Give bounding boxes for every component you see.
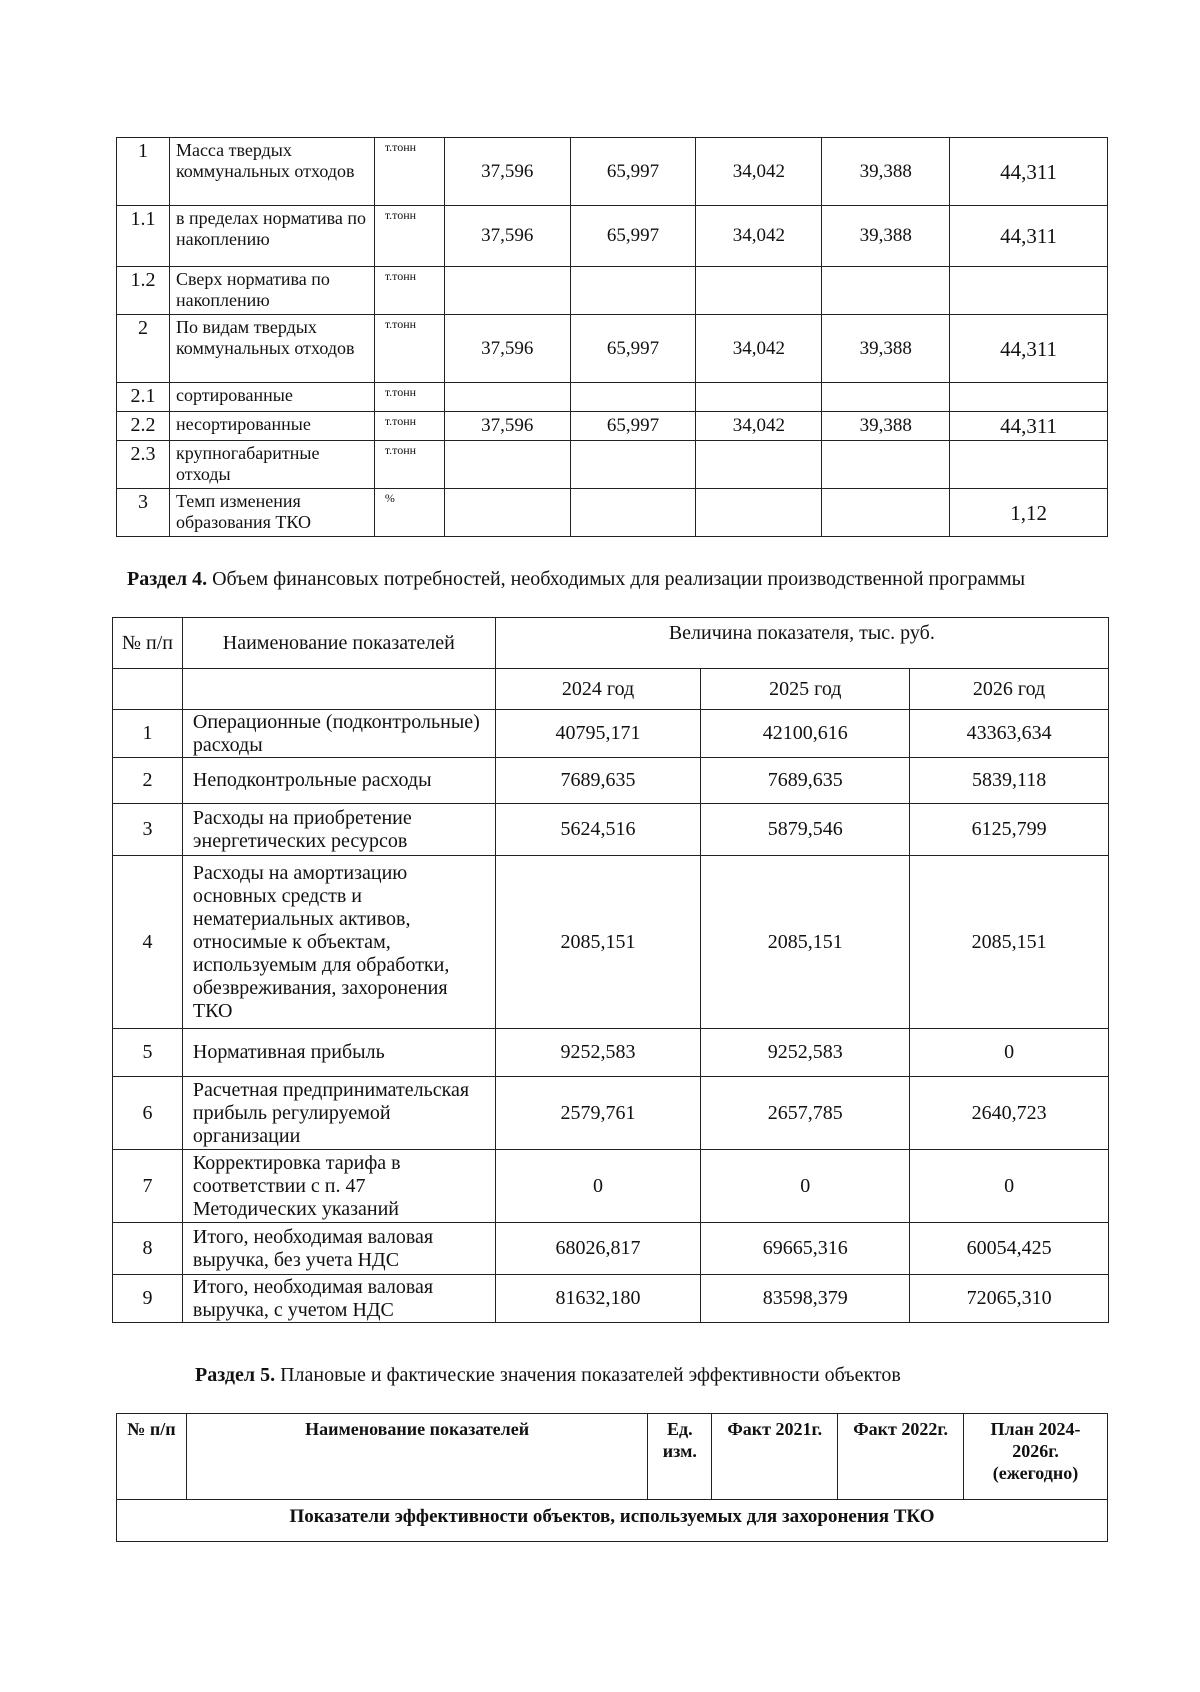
table-row: [113, 710, 1109, 758]
value-2024: 81632,180: [495, 1275, 701, 1323]
row-name: несортированные: [169, 412, 374, 441]
value-2025: 83598,379: [701, 1275, 910, 1323]
row-name: Темп изменения образования ТКО: [169, 489, 374, 537]
row-name: По видам твердых коммунальных отходов: [169, 315, 374, 383]
row-unit: т.тонн: [374, 206, 444, 267]
value-2026: 2085,151: [910, 856, 1109, 1029]
row-name: Итого, необходимая валовая выручка, с учетом НДС: [182, 1275, 495, 1323]
section-4-heading: [127, 567, 1025, 591]
value-cell: 65,997: [570, 412, 696, 441]
value-2026: 60054,425: [910, 1223, 1109, 1275]
table-row: [113, 758, 1109, 804]
row-number: 3: [113, 804, 183, 856]
table-row: [117, 267, 1108, 315]
table-row: [113, 1029, 1109, 1077]
t3-col-name: Наименование показателей: [186, 1414, 647, 1500]
col-header-value: Величина показателя, тыс. руб.: [495, 618, 1108, 669]
value-2026: 0: [910, 1029, 1109, 1077]
value-2026: 2640,723: [910, 1077, 1109, 1150]
value-cell: [444, 267, 570, 315]
value-cell: 65,997: [570, 315, 696, 383]
value-2025: 69665,316: [701, 1223, 910, 1275]
value-cell: [822, 489, 950, 537]
value-2025: 0: [701, 1150, 910, 1223]
row-name: сортированные: [169, 383, 374, 412]
value-cell: 34,042: [696, 138, 822, 206]
row-unit: т.тонн: [374, 412, 444, 441]
value-cell: [822, 441, 950, 489]
table-row: [113, 1150, 1109, 1223]
col-header-year-2025: 2025 год: [701, 669, 910, 710]
section-5-label: Раздел 5.: [195, 1364, 276, 1386]
row-number: 2: [113, 758, 183, 804]
row-name: Корректировка тарифа в соответствии с п. 47 Методических указаний: [182, 1150, 495, 1223]
row-unit: т.тонн: [374, 441, 444, 489]
value-cell: 37,596: [444, 206, 570, 267]
value-cell: 39,388: [822, 138, 950, 206]
value-cell: [822, 267, 950, 315]
table-row: [113, 1077, 1109, 1150]
value-2025: 9252,583: [701, 1029, 910, 1077]
row-number: 5: [113, 1029, 183, 1077]
value-cell: 37,596: [444, 315, 570, 383]
value-cell: 34,042: [696, 412, 822, 441]
col-header-year-2024: 2024 год: [495, 669, 701, 710]
row-number: 4: [113, 856, 183, 1029]
value-cell: [950, 383, 1108, 412]
row-name: Масса твердых коммунальных отходов: [169, 138, 374, 206]
col-header-name-empty: [182, 669, 495, 710]
value-2025: 2657,785: [701, 1077, 910, 1150]
row-unit: т.тонн: [374, 315, 444, 383]
value-cell: 39,388: [822, 206, 950, 267]
value-2024: 0: [495, 1150, 701, 1223]
row-name: Неподконтрольные расходы: [182, 758, 495, 804]
table-row: [117, 441, 1108, 489]
t3-col-unit: Ед. изм.: [648, 1414, 712, 1500]
value-2025: 2085,151: [701, 856, 910, 1029]
table-row: [117, 489, 1108, 537]
value-2024: 5624,516: [495, 804, 701, 856]
value-cell: [570, 489, 696, 537]
row-number: 3: [117, 489, 170, 537]
value-cell: [950, 441, 1108, 489]
waste-mass-table: [116, 137, 1108, 537]
row-number: 2.3: [117, 441, 170, 489]
value-cell: 37,596: [444, 412, 570, 441]
value-2026: 6125,799: [910, 804, 1109, 856]
row-number: 2.2: [117, 412, 170, 441]
value-cell: [696, 441, 822, 489]
value-cell: 44,311: [950, 206, 1108, 267]
value-cell: 44,311: [950, 412, 1108, 441]
col-header-no-empty: [113, 669, 183, 710]
row-name: Расходы на амортизацию основных средств и нематериальных активов, относимые к объектам, используемым для обработки, обезвреживания, захоронения ТКО: [182, 856, 495, 1029]
table-row: [113, 856, 1109, 1029]
row-number: 8: [113, 1223, 183, 1275]
value-2024: 7689,635: [495, 758, 701, 804]
financial-needs-table-body: [113, 710, 1109, 1323]
value-cell: 1,12: [950, 489, 1108, 537]
table-row: [113, 804, 1109, 856]
col-header-no: № п/п: [113, 618, 183, 669]
section-5-heading: [195, 1363, 901, 1387]
value-cell: [570, 383, 696, 412]
value-2025: 5879,546: [701, 804, 910, 856]
value-2025: 7689,635: [701, 758, 910, 804]
row-name: Расходы на приобретение энергетических ресурсов: [182, 804, 495, 856]
value-2026: 0: [910, 1150, 1109, 1223]
t3-col-fact-2021: Факт 2021г.: [712, 1414, 838, 1500]
value-cell: 65,997: [570, 206, 696, 267]
table-row: [117, 383, 1108, 412]
table-row: [117, 138, 1108, 206]
row-number: 6: [113, 1077, 183, 1150]
value-cell: [444, 441, 570, 489]
value-cell: 34,042: [696, 315, 822, 383]
row-name: Итого, необходимая валовая выручка, без учета НДС: [182, 1223, 495, 1275]
value-cell: 39,388: [822, 315, 950, 383]
financial-needs-table: [112, 617, 1109, 1323]
row-name: в пределах норматива по накоплению: [169, 206, 374, 267]
value-cell: 39,388: [822, 412, 950, 441]
row-number: 1.1: [117, 206, 170, 267]
value-cell: 65,997: [570, 138, 696, 206]
row-name: Сверх норматива по накоплению: [169, 267, 374, 315]
table-row: [113, 1275, 1109, 1323]
t3-subheading: Показатели эффективности объектов, используемых для захоронения ТКО: [117, 1500, 1108, 1542]
row-unit: т.тонн: [374, 383, 444, 412]
row-name: Операционные (подконтрольные) расходы: [182, 710, 495, 758]
value-cell: [444, 383, 570, 412]
value-2026: 43363,634: [910, 710, 1109, 758]
value-cell: [570, 441, 696, 489]
row-unit: т.тонн: [374, 267, 444, 315]
value-cell: [444, 489, 570, 537]
row-number: 2.1: [117, 383, 170, 412]
row-number: 1: [113, 710, 183, 758]
value-cell: 44,311: [950, 138, 1108, 206]
value-cell: [570, 267, 696, 315]
waste-mass-table-body: [117, 138, 1108, 537]
table-row: [113, 1223, 1109, 1275]
section-4-label: Раздел 4.: [127, 568, 208, 590]
row-unit: т.тонн: [374, 138, 444, 206]
col-header-name: Наименование показателей: [182, 618, 495, 669]
row-name: Расчетная предпринимательская прибыль регулируемой организации: [182, 1077, 495, 1150]
t3-col-no: № п/п: [117, 1414, 187, 1500]
row-number: 1.2: [117, 267, 170, 315]
value-cell: [950, 267, 1108, 315]
value-cell: [696, 489, 822, 537]
value-2024: 40795,171: [495, 710, 701, 758]
row-number: 9: [113, 1275, 183, 1323]
value-2024: 68026,817: [495, 1223, 701, 1275]
section-4-title: Объем финансовых потребностей, необходимых для реализации производственной программы: [212, 568, 1026, 590]
table-row: [117, 206, 1108, 267]
value-2024: 2579,761: [495, 1077, 701, 1150]
table-row: [117, 315, 1108, 383]
section-5-title: Плановые и фактические значения показателей эффективности объектов: [280, 1364, 901, 1386]
row-name: Нормативная прибыль: [182, 1029, 495, 1077]
row-name: крупногабаритные отходы: [169, 441, 374, 489]
value-2026: 72065,310: [910, 1275, 1109, 1323]
row-number: 7: [113, 1150, 183, 1223]
value-cell: 37,596: [444, 138, 570, 206]
value-2024: 2085,151: [495, 856, 701, 1029]
t3-col-fact-2022: Факт 2022г.: [838, 1414, 964, 1500]
row-number: 1: [117, 138, 170, 206]
value-2024: 9252,583: [495, 1029, 701, 1077]
table-row: [117, 412, 1108, 441]
row-number: 2: [117, 315, 170, 383]
value-cell: 34,042: [696, 206, 822, 267]
efficiency-indicators-table: [116, 1413, 1108, 1542]
value-2025: 42100,616: [701, 710, 910, 758]
value-cell: [696, 383, 822, 412]
col-header-year-2026: 2026 год: [910, 669, 1109, 710]
t3-col-plan: План 2024-2026г. (ежегодно): [964, 1414, 1108, 1500]
value-cell: 44,311: [950, 315, 1108, 383]
financial-needs-table-head: [113, 618, 1109, 710]
value-cell: [696, 267, 822, 315]
value-2026: 5839,118: [910, 758, 1109, 804]
row-unit: %: [374, 489, 444, 537]
value-cell: [822, 383, 950, 412]
